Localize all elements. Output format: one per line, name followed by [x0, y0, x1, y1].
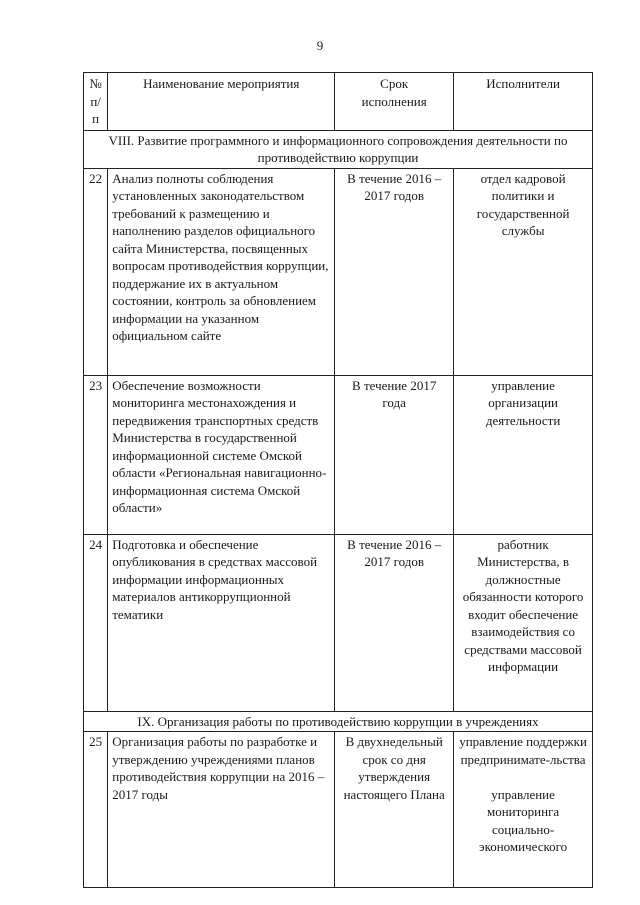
section-row	[84, 130, 593, 168]
header-executors: Исполнители	[454, 73, 593, 131]
section-title-ix: IX. Организация работы по противодействию коррупции в учреждениях	[84, 711, 593, 732]
row-number: 25	[84, 732, 108, 888]
table-row	[84, 375, 593, 534]
section-row	[84, 711, 593, 732]
row-activity-name: Анализ полноты соблюдения установленных законодательством требований к размещению и наполнению разделов официального сайта Министерства, посвященных вопросам противодействия коррупции, поддержание их в актуальном состоянии, контроль за обновлением информации на указанном официальном сайте	[108, 168, 335, 375]
row-executors: управление поддержки предпринимате-льства управление мониторинга социально-экономического	[454, 732, 593, 888]
header-number: № п/п	[84, 73, 108, 131]
row-executors: отдел кадровой политики и государственной службы	[454, 168, 593, 375]
row-activity-name: Организация работы по разработке и утверждению учреждениями планов противодействия коррупции на 2016 – 2017 годы	[108, 732, 335, 888]
row-deadline: В течение 2016 – 2017 годов	[335, 534, 454, 711]
row-deadline: В течение 2016 – 2017 годов	[335, 168, 454, 375]
row-executors: управление организации деятельности	[454, 375, 593, 534]
section-title-viii: VIII. Развитие программного и информационного сопровождения деятельности по противодействию коррупции	[84, 130, 593, 168]
table-row	[84, 534, 593, 711]
header-activity-name: Наименование мероприятия	[108, 73, 335, 131]
row-activity-name: Обеспечение возможности мониторинга местонахождения и передвижения транспортных средств Министерства в государственной информационной системе Омской области «Региональная навигационно-информационная система Омской области»	[108, 375, 335, 534]
row-deadline: В двухнедельный срок со дня утверждения настоящего Плана	[335, 732, 454, 888]
action-plan-table	[83, 72, 593, 888]
table-header-row	[84, 73, 593, 131]
row-executors: работник Министерства, в должностные обязанности которого входит обеспечение взаимодействия со средствами массовой информации	[454, 534, 593, 711]
table-row	[84, 732, 593, 888]
row-activity-name: Подготовка и обеспечение опубликования в средствах массовой информации информационных материалов антикоррупционной тематики	[108, 534, 335, 711]
table-row	[84, 168, 593, 375]
row-number: 22	[84, 168, 108, 375]
page-number: 9	[316, 38, 324, 53]
row-number: 24	[84, 534, 108, 711]
header-deadline: Срок исполнения	[335, 73, 454, 131]
row-deadline: В течение 2017 года	[335, 375, 454, 534]
row-number: 23	[84, 375, 108, 534]
